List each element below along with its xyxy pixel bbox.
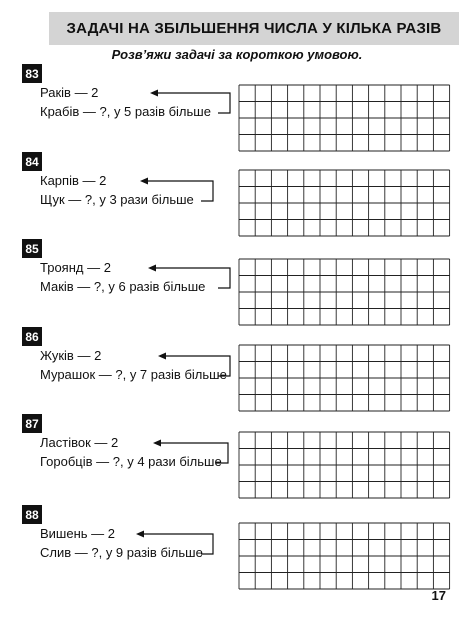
answer-grid [238, 84, 451, 152]
condition-line-1: Жуків — 2 [40, 348, 102, 363]
condition-line-2: Маків — ?, у 6 разів більше [40, 279, 206, 294]
condition-line-1: Карпів — 2 [40, 173, 107, 188]
instruction: Розв’яжи задачі за короткою умовою. [111, 47, 363, 62]
condition-line-1: Троянд — 2 [40, 260, 111, 275]
title-bar [49, 12, 459, 45]
page-title: ЗАДАЧІ НА ЗБІЛЬШЕННЯ ЧИСЛА У КІЛЬКА РАЗІВ [66, 20, 442, 37]
answer-grid [238, 431, 451, 499]
condition-line-1: Ластівок — 2 [40, 435, 119, 450]
answer-grid [238, 258, 451, 326]
task-number: 84 [22, 152, 42, 171]
condition-line-1: Раків — 2 [40, 85, 99, 100]
condition-line-2: Крабів — ?, у 5 разів більше [40, 104, 211, 119]
answer-grid [238, 522, 451, 590]
task-number: 85 [22, 239, 42, 258]
condition-line-1: Вишень — 2 [40, 526, 115, 541]
answer-grid [238, 344, 451, 412]
task-number: 88 [22, 505, 42, 524]
condition-line-2: Слив — ?, у 9 разів більше [40, 545, 203, 560]
condition-line-2: Мурашок — ?, у 7 разів більше [40, 367, 227, 382]
condition-line-2: Горобців — ?, у 4 рази більше [40, 454, 222, 469]
page-number: 17 [431, 588, 446, 603]
task-number: 86 [22, 327, 42, 346]
answer-grid [238, 169, 451, 237]
task-number: 83 [22, 64, 42, 83]
condition-line-2: Щук — ?, у 3 рази більше [40, 192, 194, 207]
task-number: 87 [22, 414, 42, 433]
